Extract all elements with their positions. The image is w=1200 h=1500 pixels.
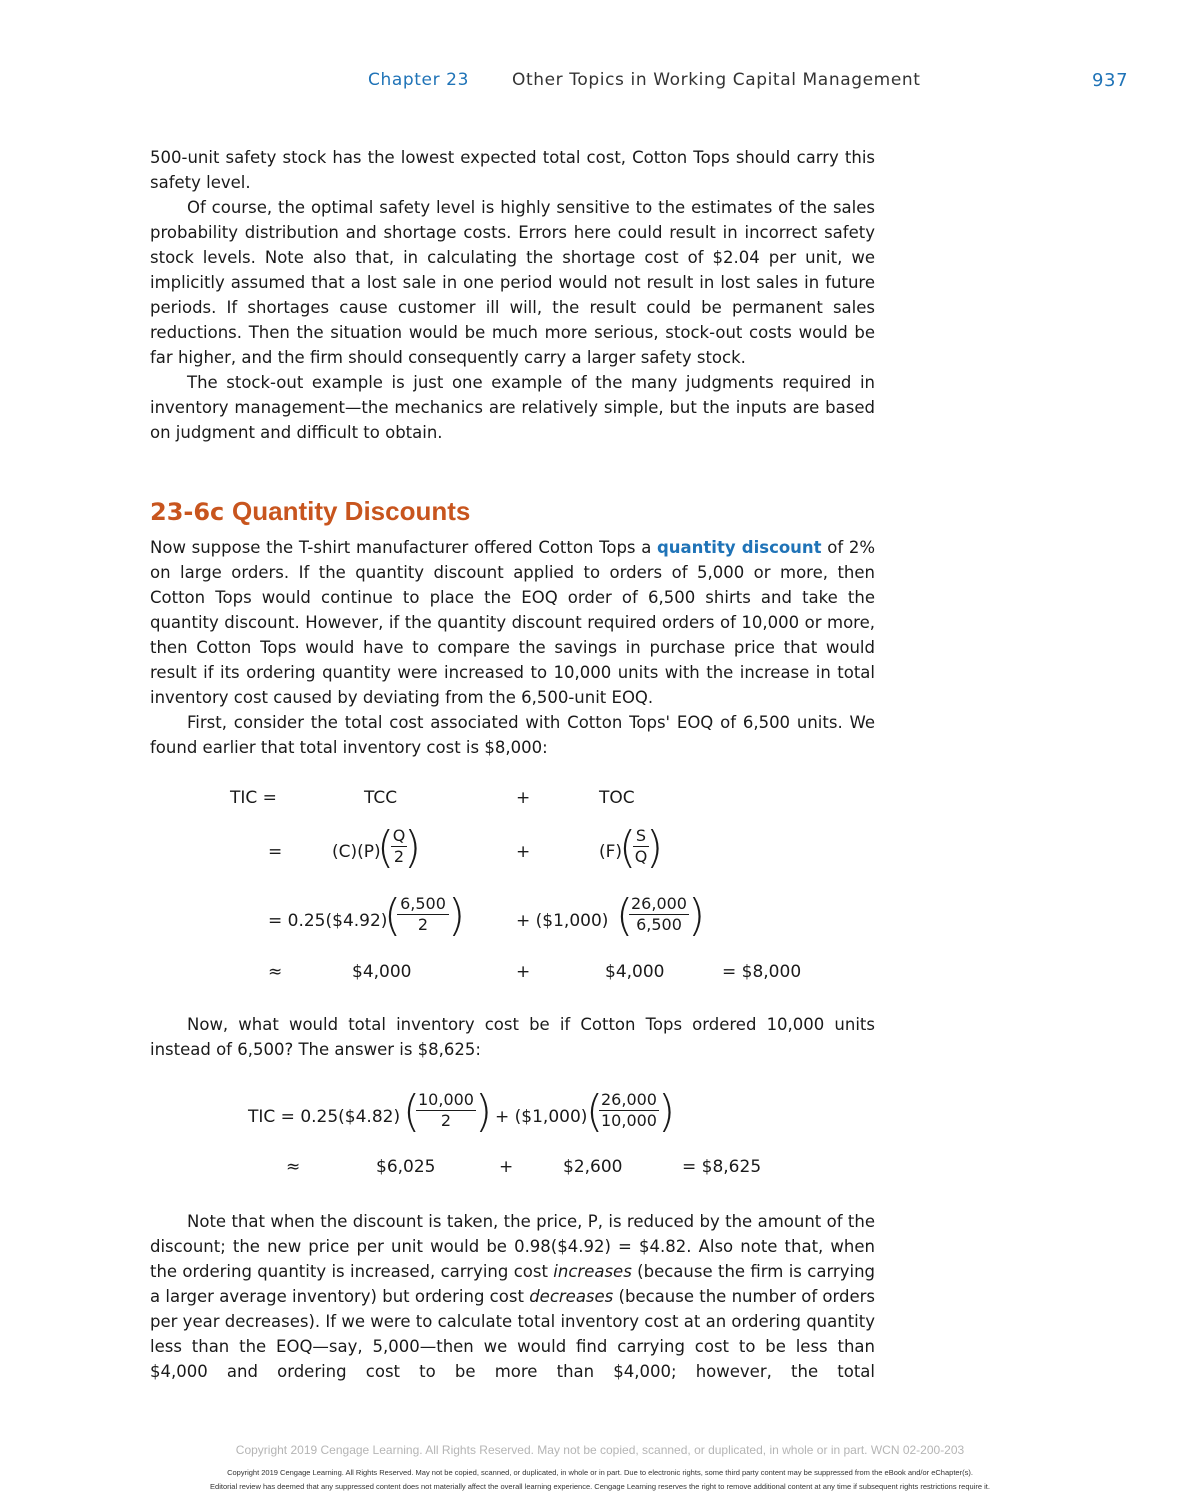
paragraph-text: (because the number of orders per year decreases). If we were to calculate total inventory cost at an ordering quantity less than the EOQ—say, 5,000—then we would find carrying cost to be less than $4,000 and ordering cost to be more than $4,000; however, the total — [150, 1287, 875, 1381]
left-paren: ( — [384, 890, 402, 941]
eq-term: (C)(P) — [332, 842, 381, 862]
copyright-fineprint: Editorial review has deemed that any suppressed content does not materially affect the overall learning experience. Cengage Learning reserves the right to remove additional content at any time if subsequent rights restrictions require it. — [210, 1482, 990, 1491]
paragraph-text: Note that when the discount is taken, the price, P, is reduced by the amount of the discount; the new price per unit would be 0.98($4.92) = $4.82. Also note that, when the ordering quantity is increased, carrying cost — [150, 1212, 875, 1281]
right-paren: ) — [688, 890, 706, 941]
paragraph: Of course, the optimal safety level is highly sensitive to the estimates of the sales probability distribution and shortage costs. Errors here could result in incorrect safety stock levels. Note also that, in calculating the shortage cost of $2.04 per unit, we implicitly assumed that a lost sale in one period would not result in lost sales in future periods. If shortages cause customer ill will, the result could be permanent sales reductions. Then the situation would be much more serious, stock-out costs would be far higher, and the firm should consequently carry a larger safety stock. — [150, 198, 875, 367]
left-paren: ( — [403, 1086, 421, 1137]
right-paren: ) — [448, 890, 466, 941]
eq-operator: = — [268, 842, 283, 862]
numerator: 6,500 — [400, 894, 446, 913]
fraction — [397, 894, 449, 935]
paragraph — [150, 1209, 875, 1384]
eq-total: = $8,000 — [722, 962, 802, 982]
eq-term: $2,600 — [563, 1157, 623, 1177]
numerator: S — [635, 826, 647, 845]
emphasis: decreases — [529, 1287, 614, 1306]
numerator: 26,000 — [631, 894, 687, 913]
eq-lhs: TIC = — [230, 788, 277, 808]
eq-total: = $8,625 — [682, 1157, 762, 1177]
left-paren: ( — [616, 890, 634, 941]
fraction — [629, 894, 689, 935]
eq-term: + ($1,000) — [495, 1107, 588, 1127]
left-paren: ( — [619, 822, 637, 873]
eq-term: $4,000 — [352, 962, 412, 982]
body-text-middle — [150, 1012, 875, 1062]
denominator: 6,500 — [636, 915, 682, 934]
eq-term: = 0.25($4.92) — [268, 911, 388, 931]
page-number: 937 — [1092, 70, 1129, 91]
eq-operator: + — [499, 1157, 514, 1177]
denominator: Q — [634, 847, 648, 866]
denominator: 2 — [393, 847, 405, 866]
eq-term: TIC = 0.25($4.82) — [248, 1107, 401, 1127]
chapter-title: Other Topics in Working Capital Management — [512, 70, 921, 90]
eq-term: TCC — [364, 788, 398, 808]
paragraph-text: Now suppose the T-shirt manufacturer offered Cotton Tops a — [150, 538, 657, 557]
right-paren: ) — [404, 822, 422, 873]
emphasis: increases — [553, 1262, 632, 1281]
paragraph-text: of 2% on large orders. If the quantity discount applied to orders of 5,000 or more, then Cotton Tops would continue to place the EOQ order of 6,500 shirts and take the quantity discount. However, if the quantity discount required orders of 10,000 or more, then Cotton Tops would have to compare the savings in purchase price that would result if its ordering quantity were increased to 10,000 units with the increase in total inventory cost caused by deviating from the 6,500-unit EOQ. — [150, 538, 875, 707]
eq-operator: ≈ — [286, 1157, 301, 1177]
eq-operator: + — [516, 788, 531, 808]
eq-operator: + — [516, 962, 531, 982]
key-term: quantity discount — [656, 538, 822, 557]
copyright-notice: Copyright 2019 Cengage Learning. All Rights Reserved. May not be copied, scanned, or duplicated, in whole or in part. WCN 02-200-203 — [235, 1443, 965, 1457]
paragraph: First, consider the total cost associated with Cotton Tops' EOQ of 6,500 units. We found earlier that total inventory cost is $8,000: — [150, 713, 875, 757]
eq-operator: ≈ — [268, 962, 283, 982]
section-title: Quantity Discounts — [232, 496, 471, 526]
paragraph-text: (because the firm is carrying a larger average inventory) but ordering cost — [150, 1262, 875, 1306]
right-paren: ) — [475, 1086, 493, 1137]
section-number: 23-6c — [150, 498, 225, 526]
right-paren: ) — [658, 1086, 676, 1137]
left-paren: ( — [377, 822, 395, 873]
body-text-bottom — [150, 1209, 875, 1384]
chapter-label: Chapter 23 — [368, 70, 470, 90]
paragraph: Now, what would total inventory cost be if Cotton Tops ordered 10,000 units instead of 6,500? The answer is $8,625: — [150, 1015, 875, 1059]
paragraph: 500-unit safety stock has the lowest expected total cost, Cotton Tops should carry this safety level. — [150, 148, 875, 192]
eq-operator: + — [516, 842, 531, 862]
numerator: Q — [392, 826, 406, 845]
numerator: 26,000 — [601, 1090, 657, 1109]
eq-term: $6,025 — [376, 1157, 436, 1177]
eq-term: + ($1,000) — [516, 911, 609, 931]
body-text-section — [150, 535, 875, 760]
denominator: 10,000 — [601, 1111, 657, 1130]
denominator: 2 — [417, 915, 429, 934]
body-text-top — [150, 145, 875, 445]
fraction — [599, 1090, 659, 1131]
paragraph — [150, 535, 875, 710]
fraction — [416, 1090, 476, 1131]
numerator: 10,000 — [418, 1090, 474, 1109]
copyright-fineprint: Copyright 2019 Cengage Learning. All Rights Reserved. May not be copied, scanned, or duplicated, in whole or in part. Due to electronic rights, some third party content may be suppressed from the eBook and/or eChapter(s). — [227, 1468, 973, 1477]
eq-term: (F) — [599, 842, 623, 862]
eq-term: TOC — [599, 788, 635, 808]
left-paren: ( — [586, 1086, 604, 1137]
eq-term: $4,000 — [605, 962, 665, 982]
paragraph: The stock-out example is just one example of the many judgments required in inventory management—the mechanics are relatively simple, but the inputs are based on judgment and difficult to obtain. — [150, 373, 875, 442]
right-paren: ) — [646, 822, 664, 873]
denominator: 2 — [440, 1111, 452, 1130]
